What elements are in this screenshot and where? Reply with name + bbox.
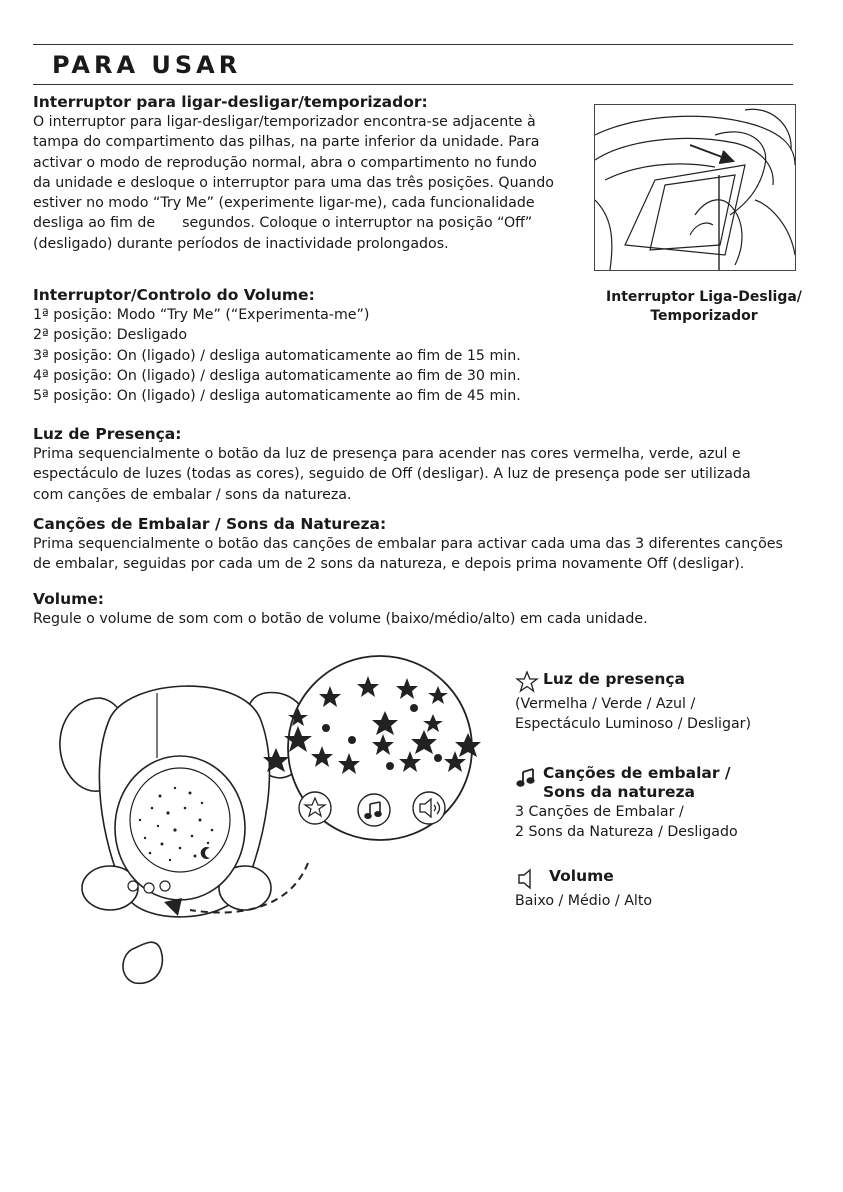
- position-item: 5ª posição: On (ligado) / desliga automaticamente ao fim de 45 min.: [33, 388, 521, 405]
- timer-switch-section: [33, 92, 588, 254]
- volume-switch-heading: Interruptor/Controlo do Volume:: [33, 286, 315, 304]
- legend-songs-line: 2 Sons da Natureza / Desligado: [515, 824, 738, 840]
- volume-section: [33, 589, 793, 629]
- legend-light-line: Espectáculo Luminoso / Desligar): [515, 716, 752, 732]
- lullabies-heading: Canções de Embalar / Sons da Natureza:: [33, 515, 387, 533]
- star-icon: [515, 670, 539, 694]
- legend-songs: [515, 764, 815, 842]
- legend-volume: [515, 867, 815, 911]
- legend-songs-line: 3 Canções de Embalar /: [515, 804, 684, 820]
- legend-light-title: Luz de presença: [543, 670, 686, 688]
- volume-heading: Volume:: [33, 590, 105, 608]
- volume-switch-section: [33, 285, 593, 406]
- body-line: com canções de embalar / sons da natureza.: [33, 486, 352, 503]
- body-line: Regule o volume de som com o botão de volume (baixo/médio/alto) em cada unidade.: [33, 611, 648, 627]
- switch-photo-drawing: [595, 105, 795, 270]
- body-line: espectáculo de luzes (todas as cores), seguido de Off (desligar). A luz de presença pode ser utilizada: [33, 466, 751, 483]
- lullabies-section: [33, 514, 793, 575]
- body-line: Prima sequencialmente o botão das canções de embalar para activar cada uma das 3 diferentes canções: [33, 536, 783, 552]
- legend-light-line: (Vermelha / Verde / Azul /: [515, 696, 696, 712]
- body-line: tampa do compartimento das pilhas, na parte inferior da unidade. Para: [33, 134, 540, 151]
- position-item: 4ª posição: On (ligado) / desliga automaticamente ao fim de 30 min.: [33, 367, 521, 384]
- body-line: estiver no modo “Try Me” (experimente ligar-me), cada funcionalidade: [33, 195, 535, 212]
- position-item: 1ª posição: Modo “Try Me” (“Experimenta-me”): [33, 307, 370, 323]
- position-item: 2ª posição: Desligado: [33, 327, 188, 344]
- product-drawing: [40, 648, 500, 998]
- body-line: desliga ao fim de segundos. Coloque o interruptor na posição “Off”: [33, 215, 533, 232]
- legend-songs-title: Canções de embalar / Sons da natureza: [543, 764, 731, 801]
- body-line: de embalar, seguidas por cada um de 2 sons da natureza, e depois prima novamente Off (desligar).: [33, 556, 745, 573]
- body-line: activar o modo de reprodução normal, abra o compartimento no fundo: [33, 154, 537, 171]
- speaker-icon: [515, 867, 539, 891]
- legend-volume-title: Volume: [549, 867, 614, 885]
- page-title: PARA USAR: [52, 51, 242, 79]
- legend-volume-line: Baixo / Médio / Alto: [515, 893, 653, 909]
- position-item: 3ª posição: On (ligado) / desliga automaticamente ao fim de 15 min.: [33, 347, 521, 364]
- tail: [123, 942, 162, 983]
- title-underline: [33, 84, 793, 85]
- top-rule: [33, 44, 793, 45]
- body-line: da unidade e desloque o interruptor para uma das três posições. Quando: [33, 174, 554, 191]
- body-line: Prima sequencialmente o botão da luz de presença para acender nas cores vermelha, verde, azul e: [33, 446, 741, 462]
- photo-caption: Interruptor Liga-Desliga/ Temporizador: [606, 289, 802, 324]
- legend-nightlight: [515, 670, 815, 734]
- body-line: (desligado) durante períodos de inactividade prolongados.: [33, 235, 449, 252]
- nightlight-section: [33, 424, 793, 505]
- music-note-icon: [515, 764, 539, 788]
- body-line: O interruptor para ligar-desligar/temporizador encontra-se adjacente à: [33, 114, 536, 130]
- product-illustration: [40, 648, 500, 998]
- nightlight-heading: Luz de Presença:: [33, 425, 182, 443]
- timer-switch-heading: Interruptor para ligar-desligar/temporizador:: [33, 93, 428, 111]
- switch-photo: [594, 104, 796, 271]
